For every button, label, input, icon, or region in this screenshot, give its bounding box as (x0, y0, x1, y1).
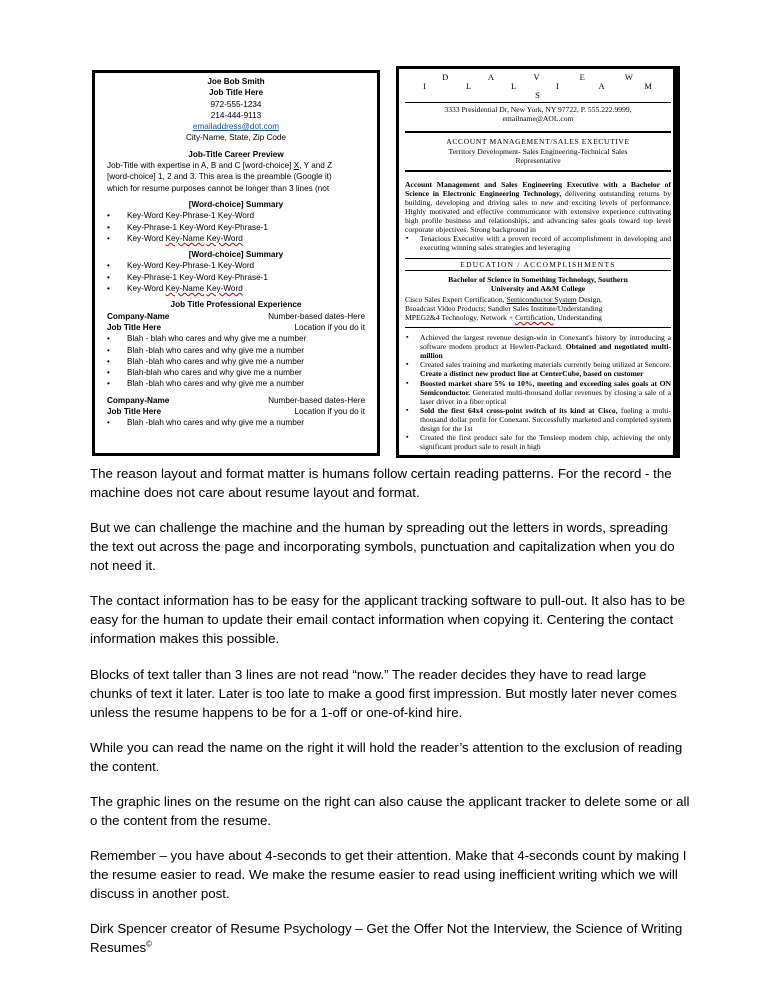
preview-heading: Job-Title Career Preview (188, 149, 284, 159)
list-item: ▪ Boosted market share 5% to 10%, meeting and exceeding sales goals at ON Semiconductor. Generated multi-thousand dollar revenues by closing a sale of a laser driver in a fiber optical (405, 379, 671, 406)
cert-line-1: Cisco Sales Expert Certification, Semiconductor System Design, (405, 294, 603, 304)
list-item: • Key-Word Key-Name Key-Word (107, 283, 365, 294)
list-item: • Key-Word Key-Phrase-1 Key-Word (107, 210, 365, 221)
resume-job-title: Job Title Here (209, 88, 263, 98)
resume-spaced-name: D A V E W I L L I A M S (423, 72, 671, 101)
job-bullets-1 (107, 333, 365, 389)
preview-line-3: which for resume purposes cannot be longer than 3 lines (not (107, 183, 330, 193)
summary-heading-2: [Word-choice] Summary (188, 250, 284, 260)
list-item: ▪ Achieved the largest revenue design-win in Conexant's history by introducing a software modem product at Hewlett-Packard. Obtained and negotiated multi-million (405, 333, 671, 360)
paragraph: But we can challenge the machine and the human by spreading out the letters in words, spreading the text out across the page and incorporating symbols, punctuation and capitalization when you do not need it. (90, 520, 675, 574)
resume-phone-2: 214-444-9113 (210, 110, 262, 120)
accomplishment-bullets (405, 333, 671, 451)
list-item: • Blah - blah who cares and why give me a number (107, 333, 365, 344)
divider-line (405, 170, 671, 172)
resume-summary: Account Management and Sales Engineering Executive with a Bachelor of Science in Electronic Engineering Technology, delivering outstanding returns by building, developing and driving sales to new and exciting levels of performance. Highly motivated and effective communicator with extensive experience cultivating high profile business and relationships, and advancing sales goals toward top level corporate objectives. Strong background in (405, 179, 671, 235)
list-item: • Key-Word Key-Phrase-1 Key-Word (107, 260, 365, 271)
copyright-mark: © (146, 939, 153, 949)
resume-phone-1: 972-555-1234 (210, 99, 262, 109)
divider-line (405, 102, 671, 103)
degree-line-2: University and A&M College (490, 283, 586, 293)
right-border-bar (673, 69, 677, 455)
resume-email: emailname@AOL.com (502, 114, 574, 124)
company-row-1: Company-Name Number-based dates-Here (107, 311, 365, 321)
resume-name: Joe Bob Smith (207, 77, 265, 86)
list-item: ▪ Created the first product sale for the Tensleep modem chip, achieving the only significant product sale to result in high (405, 433, 671, 451)
summary-heading-1: [Word-choice] Summary (188, 199, 284, 209)
list-item: ▪ Tenacious Executive with a proven record of accomplishment in developing and executing winning sales strategies and leveraging (405, 234, 671, 252)
company-row-2: Company-Name Number-based dates-Here (107, 395, 365, 405)
list-item: • Blah -blah who cares and why give me a number (107, 345, 365, 356)
experience-heading: Job Title Professional Experience (170, 300, 302, 310)
summary-bullets (405, 234, 671, 252)
preview-line-2: [word-choice] 1, 2 and 3. This area is the preamble (Google it) (107, 172, 332, 182)
education-heading: EDUCATION / ACCOMPLISHMENTS (405, 258, 671, 271)
paragraph: The reason layout and format matter is humans follow certain reading patterns. For the record - the machine does not care about resume layout and format. (90, 466, 672, 500)
list-item: • Key-Phrase-1 Key-Word Key-Phrase-1 (107, 272, 365, 283)
cert-line-3: MPEG2&4 Technology, Network + Certification, Understanding (405, 312, 602, 322)
cert-line-2: Broadcast Video Products; Sandler Sales Institute/Understanding (405, 303, 603, 313)
divider-line (405, 327, 671, 328)
list-item: • Blah -blah who cares and why give me a number (107, 378, 365, 389)
list-item: ▪ Created sales training and marketing materials currently being utilized at Sencore. Create a distinct new product line at CenterCube, based on customer (405, 360, 671, 378)
divider-line (405, 131, 671, 133)
list-item: • Blah -blah who cares and why give me a number (107, 356, 365, 367)
left-resume-image (92, 70, 380, 456)
degree-line-1: Bachelor of Science in Something Technology, Southern (448, 274, 628, 284)
paragraph: While you can read the name on the right it will hold the reader’s attention to the exclusion of reading the content. (90, 739, 683, 774)
list-item: • Blah-blah who cares and why give me a number (107, 367, 365, 378)
resume-email-link[interactable]: emailaddress@dot.com (192, 122, 280, 132)
summary-list-2 (107, 260, 365, 294)
resume-headline: ACCOUNT MANAGEMENT/SALES EXECUTIVE (446, 137, 630, 147)
resume-address: 3333 Presidential Dr, New York, NY 97722, P. 555.222.9999, (444, 105, 632, 115)
paragraph-signature: Dirk Spencer creator of Resume Psychology – Get the Offer Not the Interview, the Science of Writing Resumes© (90, 921, 683, 956)
preview-line-1: Job-Title with expertise in A, B and C [word-choice] X, Y and Z (107, 161, 333, 171)
paragraph: Blocks of text taller than 3 lines are not read “now.” The reader decides they have to read large chunks of text it later. Later is too late to make a good first impression. But mostly later never comes unless the resume happens to be for a 1-off or one-of-kind hire. (90, 666, 677, 720)
jobtitle-row-2: Job Title Here Location if you do it (107, 407, 365, 417)
list-item: • Key-Phrase-1 Key-Word Key-Phrase-1 (107, 222, 365, 233)
summary-list-1 (107, 210, 365, 244)
list-item: ▪ Sold the first 64x4 cross-point switch of its kind at Cisco, fueling a multi-thousand dollar profit for Conexant. Successfully marketed and completed system design for the 1st (405, 406, 671, 433)
paragraph: Remember – you have about 4-seconds to get their attention. Make that 4-seconds count by making I the resume easier to read. We make the resume easier to read using inefficient writing which we will discuss in another post. (90, 848, 687, 902)
article-body (90, 464, 690, 974)
job-bullets-2 (107, 417, 365, 428)
right-resume-image (396, 66, 680, 458)
resume-city: City-Name, State, Zip Code (185, 133, 287, 143)
list-item: • Key-Word Key-Name Key-Word (107, 233, 365, 244)
resume-subhead-2: Representative (515, 155, 561, 165)
paragraph: The contact information has to be easy for the applicant tracking software to pull-out. It also has to be easy for the human to update their email contact information when copying it. Centering the contact information makes this possible. (90, 593, 685, 647)
list-item: • Blah -blah who cares and why give me a number (107, 417, 365, 428)
resume-subhead-1: Territory Development- Sales Engineering-Technical Sales (448, 146, 628, 156)
paragraph: The graphic lines on the resume on the right can also cause the applicant tracker to delete some or all o the content from the resume. (90, 793, 690, 828)
jobtitle-row-1: Job Title Here Location if you do it (107, 322, 365, 332)
